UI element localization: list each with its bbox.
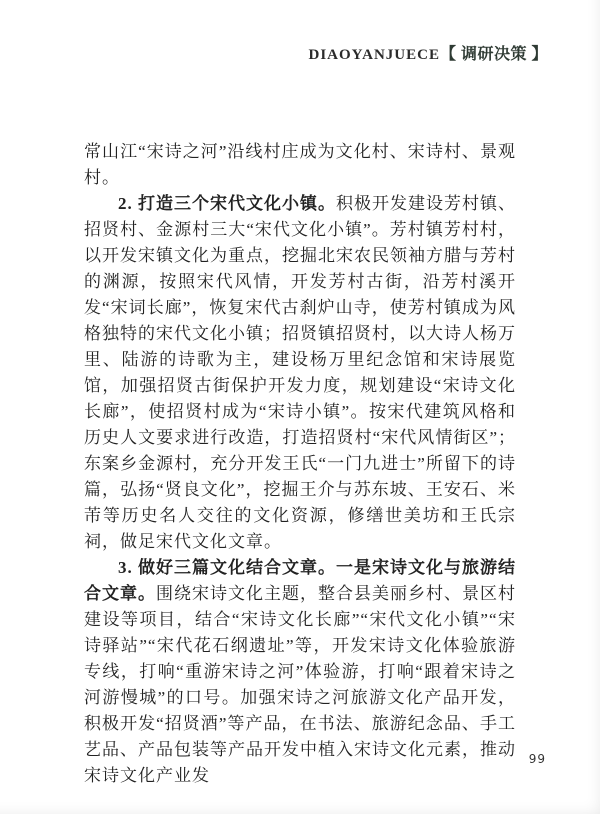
journal-name-cn: 【 调研决策 】 [439,46,548,63]
body-paragraph [84,555,516,789]
body-paragraph [84,139,516,191]
paragraph-lead-bold: 3. 做好三篇文化结合文章。一是宋诗文化与旅游结合文章。 [84,558,516,603]
journal-header [309,41,548,64]
body-paragraph [84,191,516,555]
paragraph-lead-bold: 2. 打造三个宋代文化小镇。 [118,194,336,213]
journal-name-en: DIAOYANJUECE [308,47,440,63]
page-number: 99 [528,752,546,766]
page-body [84,139,516,789]
paragraph-text: 常山江“宋诗之河”沿线村庄成为文化村、宋诗村、景观村。 [84,142,516,187]
paragraph-text: 积极开发建设芳村镇、招贤村、金源村三大“宋代文化小镇”。芳村镇芳村村，以开发宋镇文化为重点，挖掘北宋农民领袖方腊与芳村的渊源，按照宋代风情，开发芳村古街，沿芳村溪开发“宋词长廊”，恢复宋代古刹炉山寺，使芳村镇成为风格独特的宋代文化小镇；招贤镇招贤村，以大诗人杨万里、陆游的诗歌为主，建设杨万里纪念馆和宋诗展览馆，加强招贤古街保护开发力度，规划建设“宋诗文化长廊”，使招贤村成为“宋诗小镇”。按宋代建筑风格和历史人文要求进行改造，打造招贤村“宋代风情街区”；东案乡金源村，充分开发王氏“一门九进士”所留下的诗篇，弘扬“贤良文化”，挖掘王介与苏东坡、王安石、米芾等历史名人交往的文化资源，修缮世美坊和王氏宗祠，做足宋代文化文章。 [84,194,516,551]
paragraph-text: 围绕宋诗文化主题，整合县美丽乡村、景区村建设等项目，结合“宋诗文化长廊”“宋代文化小镇”“宋诗驿站”“宋代花石纲遗址”等，开发宋诗文化体验旅游专线，打响“重游宋诗之河”体验游，打响“跟着宋诗之河游慢城”的口号。加强宋诗之河旅游文化产品开发，积极开发“招贤酒”等产品，在书法、旅游纪念品、手工艺品、产品包装等产品开发中植入宋诗文化元素，推动宋诗文化产业发 [84,584,516,785]
